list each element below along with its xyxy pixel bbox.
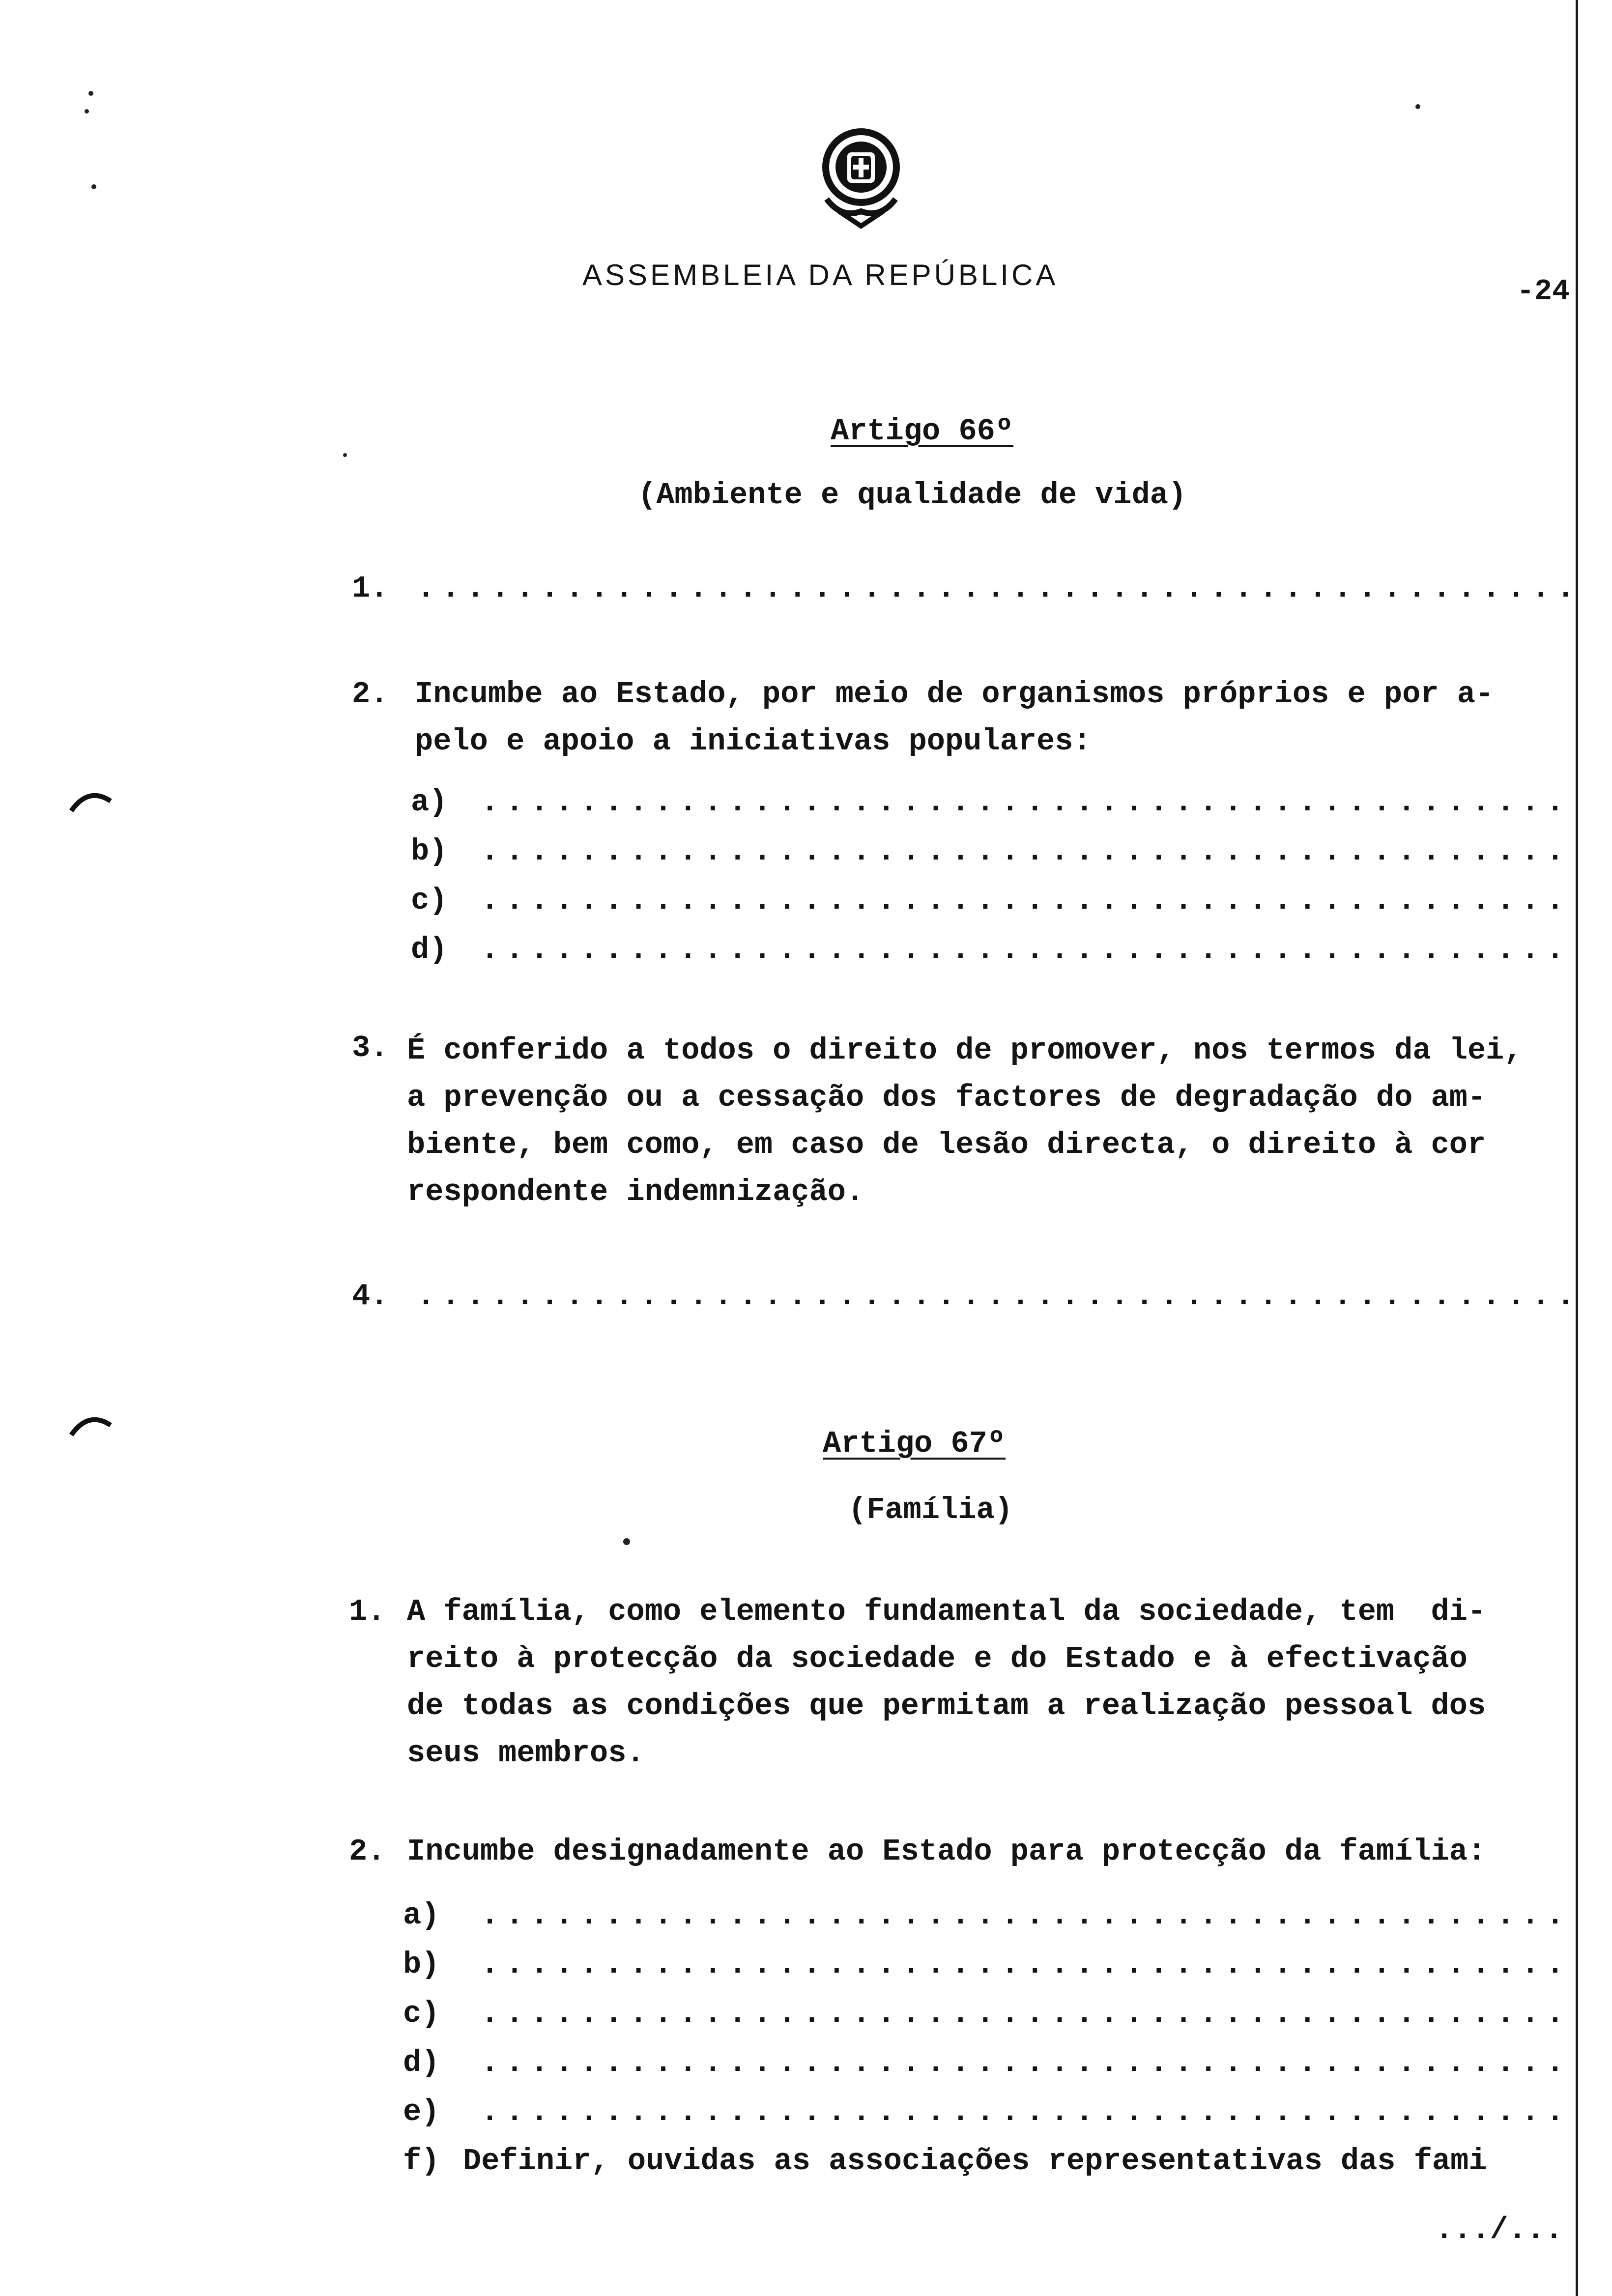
- coat-of-arms-emblem: [812, 125, 910, 231]
- article-67-item-1-number: 1.: [349, 1594, 386, 1629]
- article-66-item-4-number: 4.: [352, 1279, 389, 1314]
- article-66-item-2-number: 2.: [352, 677, 389, 712]
- article-66-item-3-line-4: respondente indemnização.: [407, 1175, 864, 1209]
- article-67-item-2-sub-dots: [481, 2039, 1575, 2087]
- article-66-item-2-sub-dots: [481, 926, 1575, 974]
- article-66-subtitle: (Ambiente e qualidade de vida): [638, 478, 1187, 513]
- article-66-item-3-line-3: biente, bem como, em caso de lesão directa, o direito à cor: [407, 1127, 1486, 1162]
- article-67-item-2-sub-label: a): [403, 1898, 440, 1933]
- article-67-item-2-sub-label: e): [403, 2095, 440, 2129]
- scan-speck: [1415, 104, 1420, 109]
- article-67-item-2-sub-dots: [481, 1941, 1575, 1988]
- page-edge-rule: [1576, 0, 1578, 2296]
- article-66-item-2-sub-label: c): [411, 883, 448, 918]
- corner-mark-icon: [69, 1410, 113, 1440]
- scan-speck: [91, 184, 96, 189]
- article-66-item-2-sub-dots: [481, 877, 1575, 924]
- scan-speck: [343, 453, 347, 457]
- scan-speck: [88, 91, 93, 96]
- article-66-item-1-number: 1.: [352, 571, 389, 606]
- article-66-item-1-dots: [417, 565, 1575, 612]
- scan-speck: [85, 109, 89, 114]
- continuation-marker: .../...: [1435, 2212, 1563, 2247]
- article-67-item-2-sub-label: b): [403, 1947, 440, 1982]
- article-66-item-3-line-2: a prevenção ou a cessação dos factores de degradação do am-: [407, 1080, 1486, 1115]
- article-66-title: Artigo 66º: [831, 414, 1014, 449]
- institution-title: ASSEMBLEIA DA REPÚBLICA: [582, 258, 1059, 291]
- corner-mark-icon: [69, 786, 113, 816]
- article-66-item-2-line-2: pelo e apoio a iniciativas populares:: [415, 724, 1092, 759]
- article-66-item-2-sub-dots: [481, 828, 1575, 875]
- article-67-item-1-line-2: reito à protecção da sociedade e do Estado e à efectivação: [407, 1641, 1468, 1676]
- article-66-item-2-sub-dots: [481, 779, 1575, 826]
- article-67-item-2-sub-dots: [481, 1892, 1575, 1939]
- article-67-item-2-f-label: f): [403, 2144, 440, 2179]
- article-67-title: Artigo 67º: [823, 1426, 1006, 1461]
- article-66-item-4-dots: [417, 1273, 1575, 1320]
- scan-speck: [623, 1538, 630, 1545]
- article-67-item-1-line-1: A família, como elemento fundamental da sociedade, tem di-: [407, 1594, 1486, 1629]
- page-number: -24: [1517, 275, 1570, 309]
- article-67-item-1-line-4: seus membros.: [407, 1736, 645, 1771]
- article-66-item-2-sub-label: b): [411, 834, 448, 869]
- article-67-item-2-sub-label: d): [403, 2045, 440, 2080]
- article-66-item-2-sub-label: a): [411, 785, 448, 820]
- article-67-item-2-sub-dots: [481, 2089, 1575, 2136]
- article-66-item-2-line-1: Incumbe ao Estado, por meio de organismos próprios e por a-: [415, 677, 1494, 712]
- article-67-item-1-line-3: de todas as condições que permitam a realização pessoal dos: [407, 1689, 1486, 1723]
- article-67-item-2-sub-label: c): [403, 1996, 440, 2031]
- article-67-item-2-sub-dots: [481, 1990, 1575, 2038]
- article-67-item-2-number: 2.: [349, 1834, 386, 1869]
- article-67-item-2-f-text: Definir, ouvidas as associações representativas das fami: [463, 2144, 1487, 2179]
- article-67-subtitle: (Família): [848, 1492, 1013, 1527]
- article-66-item-2-sub-label: d): [411, 932, 448, 967]
- article-67-item-2-line-1: Incumbe designadamente ao Estado para protecção da família:: [407, 1834, 1486, 1869]
- article-66-item-3-line-1: É conferido a todos o direito de promover, nos termos da lei,: [407, 1033, 1523, 1068]
- article-66-item-3-number: 3.: [352, 1031, 389, 1065]
